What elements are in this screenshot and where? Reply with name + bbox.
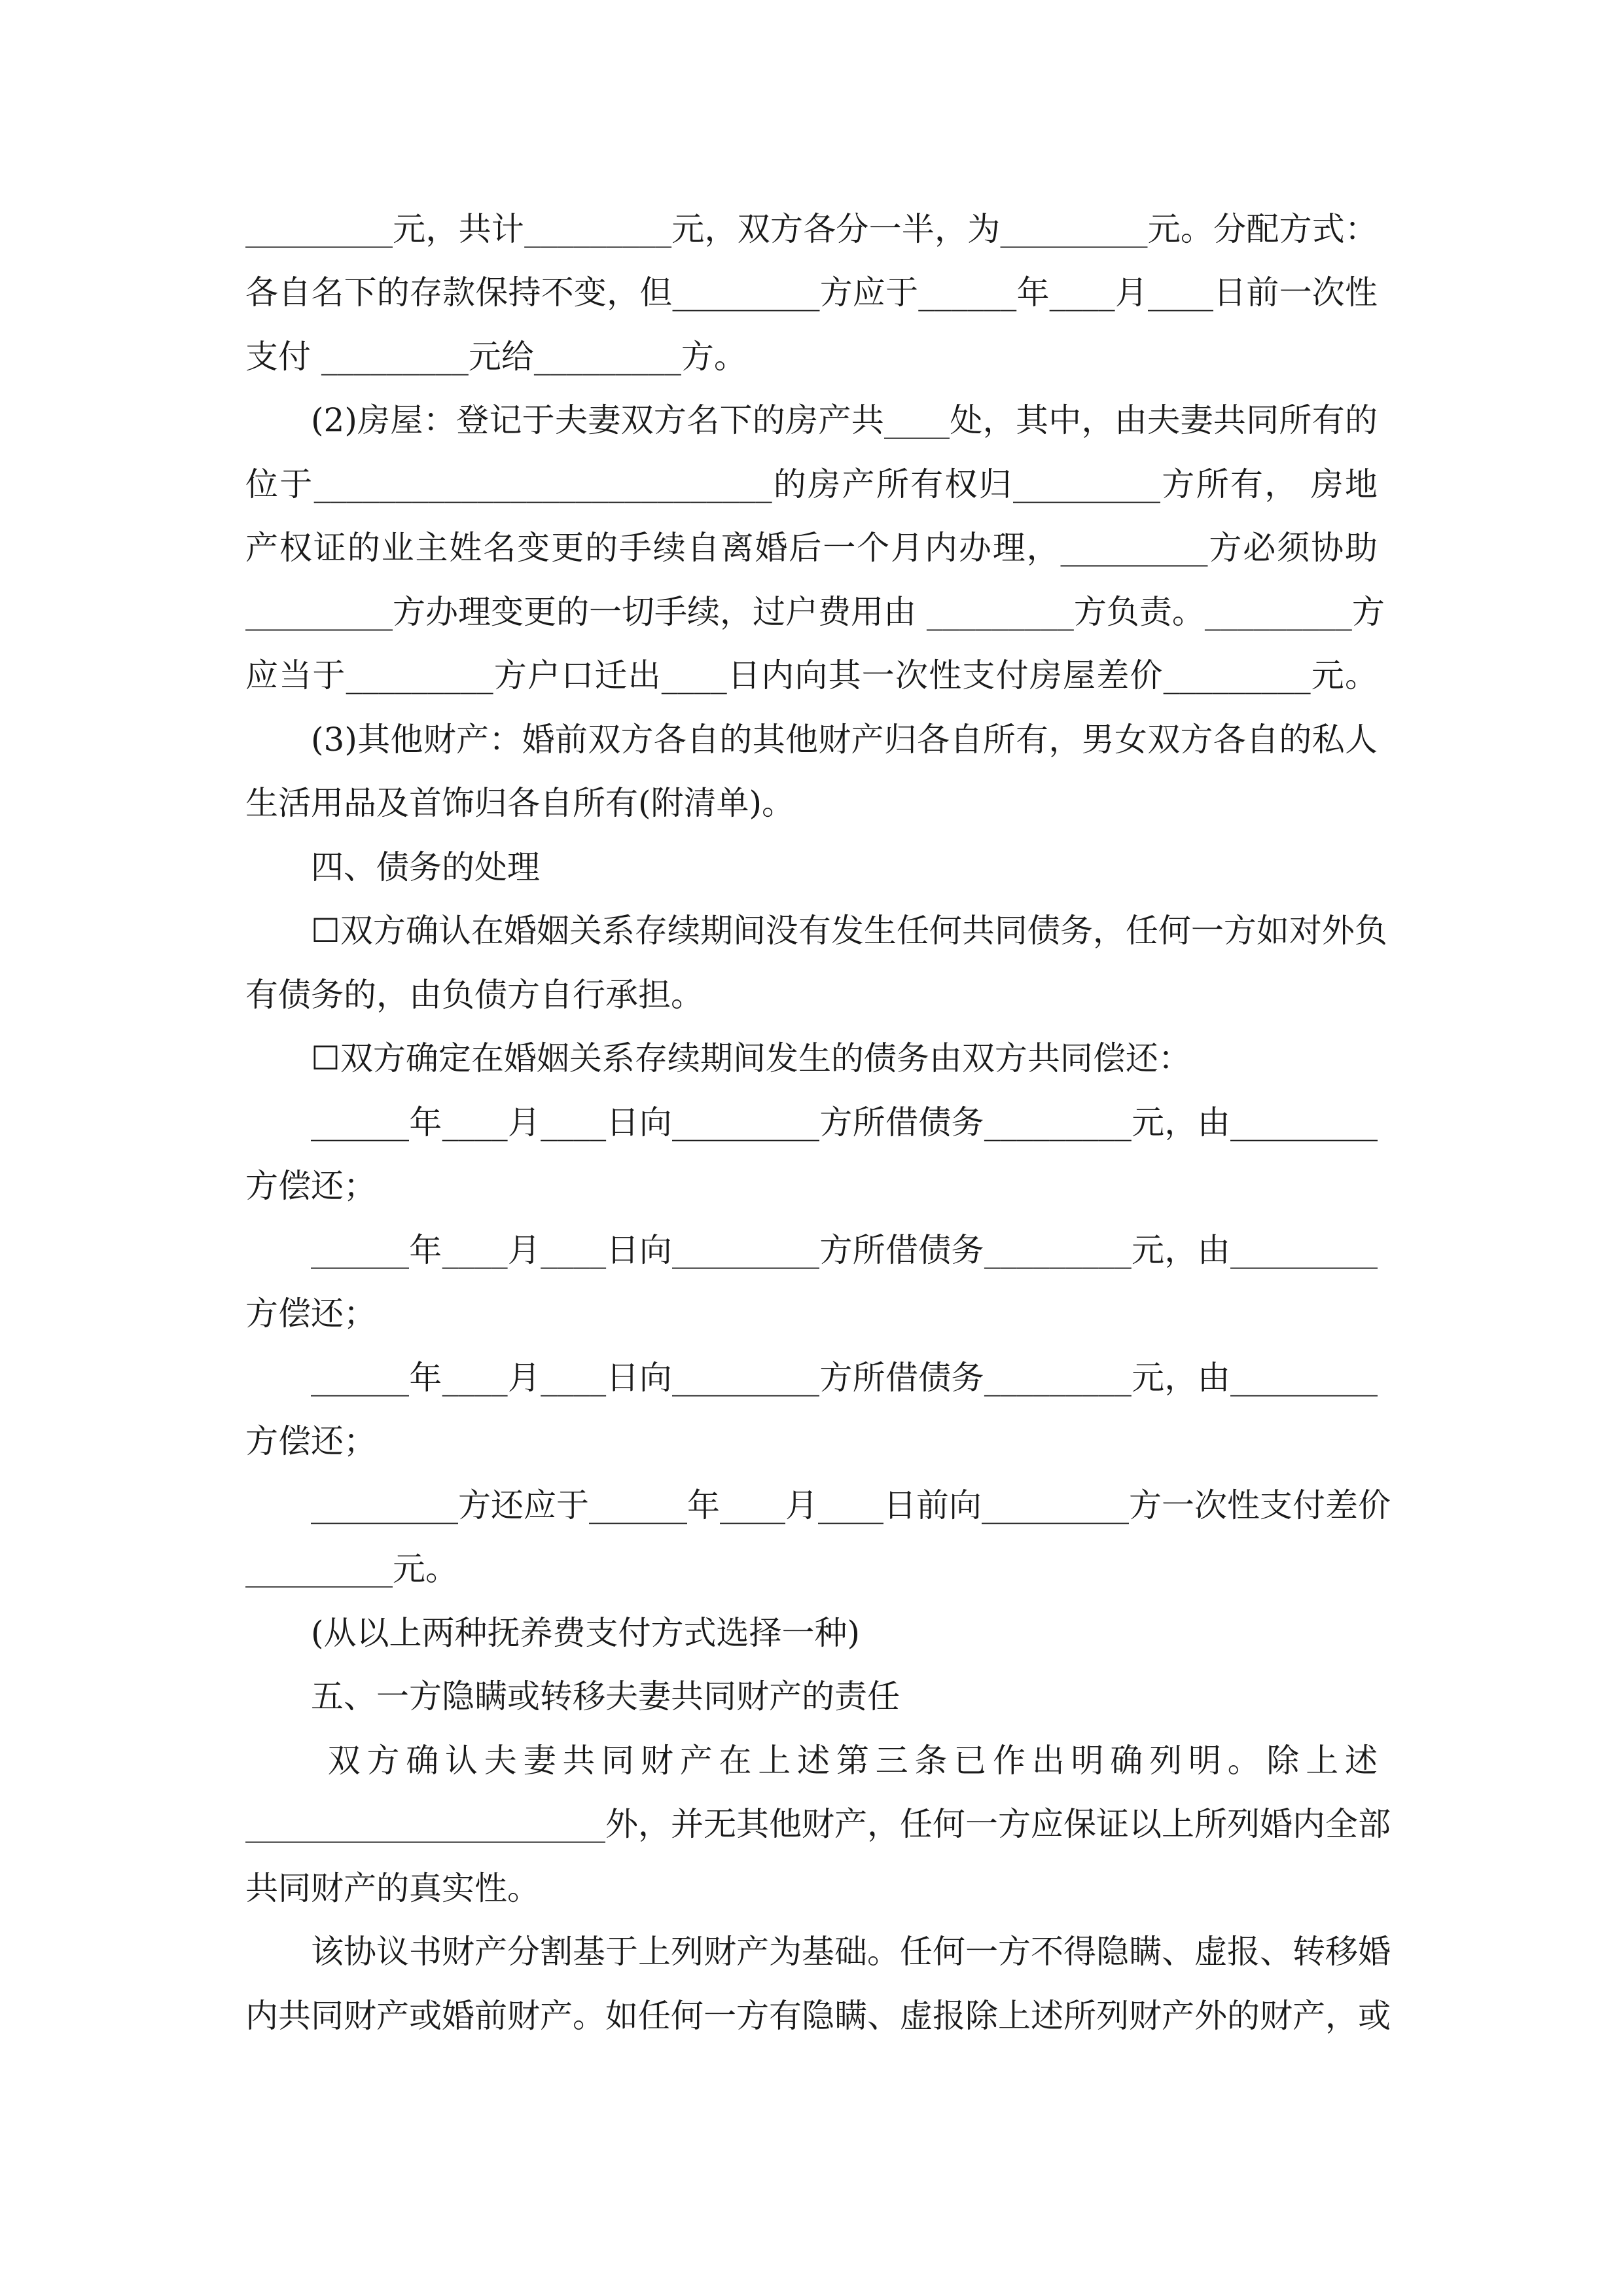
text-line: 该协议书财产分割基于上列财产为基础。任何一方不得隐瞒、虚报、转移婚	[311, 1933, 1391, 1971]
text-line: 产权证的业主姓名变更的手续自离婚后一个月内办理，_________方必须协助	[245, 529, 1378, 567]
section-heading: 五、一方隐瞒或转移夫妻共同财产的责任	[311, 1677, 900, 1715]
checkbox-option: ☐双方确定在婚姻关系存续期间发生的债务由双方共同偿还：	[311, 1039, 1191, 1077]
text-line: 方偿还；	[245, 1167, 376, 1205]
text-line: 方偿还；	[245, 1295, 376, 1333]
debt-line: ______年____月____日向_________方所借债务_________元，由_________	[311, 1103, 1378, 1141]
debt-line: ______年____月____日向_________方所借债务_________元，由_________	[311, 1359, 1378, 1397]
text-line: 有债务的，由负债方自行承担。	[245, 976, 704, 1014]
text-line: _________元。	[245, 1550, 458, 1588]
text-line: _________方办理变更的一切手续，过户费用由 _________方负责。_________方	[245, 593, 1385, 631]
text-line: 各自名下的存款保持不变，但_________方应于______年____月____日前一次性	[245, 274, 1378, 312]
text-line: 双方确认夫妻共同财产在上述第三条已作出明确列明。除上述	[311, 1742, 1378, 1780]
text-line: 位于____________________________的房产所有权归_________方所有， 房地	[245, 465, 1378, 503]
text-line: (3)其他财产：婚前双方各自的其他财产归各自所有，男女双方各自的私人	[311, 721, 1378, 759]
text-line: 内共同财产或婚前财产。如任何一方有隐瞒、虚报除上述所列财产外的财产，或	[245, 1997, 1391, 2035]
section-heading: 四、债务的处理	[311, 848, 540, 886]
text-line: 生活用品及首饰归各自所有(附清单)。	[245, 784, 795, 822]
text-line: 支付 _________元给_________方。	[245, 338, 747, 376]
text-line: 方偿还；	[245, 1422, 376, 1460]
text-line: ______________________外，并无其他财产，任何一方应保证以上所列婚内全部	[245, 1805, 1391, 1843]
text-line: 共同财产的真实性。	[245, 1869, 540, 1907]
text-line: _________方还应于______年____月____日前向_________方一次性支付差价	[311, 1486, 1391, 1524]
text-line: (从以上两种抚养费支付方式选择一种)	[311, 1614, 861, 1652]
text-line: _________元，共计_________元，双方各分一半，为_________元。分配方式：	[245, 210, 1378, 248]
checkbox-option: ☐双方确认在婚姻关系存续期间没有发生任何共同债务，任何一方如对外负	[311, 912, 1387, 950]
debt-line: ______年____月____日向_________方所借债务_________元，由_________	[311, 1231, 1378, 1269]
text-line: (2)房屋：登记于夫妻双方名下的房产共____处，其中，由夫妻共同所有的	[311, 401, 1378, 439]
text-line: 应当于_________方户口迁出____日内向其一次性支付房屋差价_________元。	[245, 656, 1378, 694]
